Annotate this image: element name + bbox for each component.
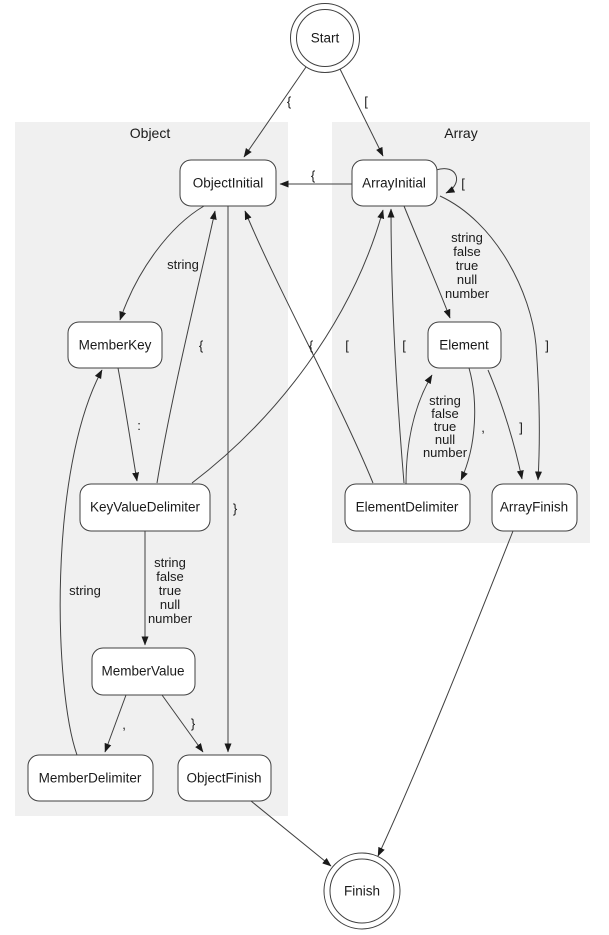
node-finish xyxy=(324,853,400,929)
elementdelimiter-label: ElementDelimiter xyxy=(355,499,459,515)
finish-label: Finish xyxy=(343,883,381,899)
label-memberdelimiter-memberkey: string xyxy=(69,583,101,598)
start-label: Start xyxy=(310,30,340,46)
svg-text:false: false xyxy=(431,406,459,421)
svg-text:true: true xyxy=(433,419,457,434)
object-cluster-label: Object xyxy=(129,125,171,141)
label-membervalue-objectfinish: } xyxy=(190,716,196,731)
array-cluster-label: Array xyxy=(444,125,478,141)
label-element-elementdelimiter: , xyxy=(481,420,485,435)
svg-text:false: false xyxy=(156,569,184,584)
label-arrayinitial-self-loop: [ xyxy=(461,176,465,191)
membervalue-label: MemberValue xyxy=(101,663,185,679)
svg-text:null: null xyxy=(434,432,456,447)
svg-text:number: number xyxy=(147,611,193,626)
svg-text:null: null xyxy=(159,597,181,612)
label-objectinitial-memberkey: string xyxy=(167,257,199,272)
objectinitial-label: ObjectInitial xyxy=(192,175,264,191)
node-elementdelimiter xyxy=(345,484,470,531)
memberdelimiter-label: MemberDelimiter xyxy=(38,770,142,786)
svg-text:string: string xyxy=(451,230,483,245)
node-memberkey xyxy=(68,322,162,368)
node-arrayfinish xyxy=(492,484,577,531)
node-objectinitial xyxy=(180,160,276,206)
label-element-arrayfinish: ] xyxy=(519,420,523,435)
label-arrayinitial-arrayfinish: ] xyxy=(545,338,549,353)
edge-objectfinish-finish xyxy=(251,801,331,866)
label-elementdelimiter-objectinitial: { xyxy=(308,338,314,353)
arrayinitial-label: ArrayInitial xyxy=(362,175,426,191)
node-arrayinitial xyxy=(352,160,437,206)
node-membervalue xyxy=(92,648,195,695)
memberkey-label: MemberKey xyxy=(78,337,152,353)
label-start-arrayinitial: [ xyxy=(364,94,368,109)
keyvaluedelimiter-label: KeyValueDelimiter xyxy=(89,499,201,515)
node-element xyxy=(428,322,501,368)
clusters xyxy=(15,122,590,816)
svg-text:string: string xyxy=(154,555,186,570)
svg-text:null: null xyxy=(456,272,478,287)
element-label: Element xyxy=(439,337,489,353)
svg-text:number: number xyxy=(444,286,490,301)
objectfinish-label: ObjectFinish xyxy=(186,770,262,786)
label-membervalue-memberdelimiter: , xyxy=(122,717,126,732)
label-arrayinitial-objectinitial: { xyxy=(310,168,316,183)
node-keyvaluedelimiter xyxy=(80,484,210,531)
node-start xyxy=(291,4,360,73)
label-objectinitial-objectfinish: } xyxy=(232,501,238,516)
label-keyvaluedelimiter-arrayinitial: [ xyxy=(345,338,349,353)
svg-text:true: true xyxy=(455,258,479,273)
label-memberkey-keyvaluedelimiter: : xyxy=(137,418,141,433)
label-start-objectinitial: { xyxy=(286,94,292,109)
label-keyvaluedelimiter-objectinitial: { xyxy=(198,338,204,353)
arrayfinish-label: ArrayFinish xyxy=(499,499,569,515)
node-memberdelimiter xyxy=(28,755,153,801)
node-objectfinish xyxy=(178,755,271,801)
object-cluster-box xyxy=(15,122,288,816)
svg-text:true: true xyxy=(158,583,182,598)
svg-text:number: number xyxy=(422,445,468,460)
svg-text:false: false xyxy=(453,244,481,259)
label-elementdelimiter-arrayinitial: [ xyxy=(402,338,406,353)
svg-text:string: string xyxy=(429,393,461,408)
edge-arrayfinish-finish xyxy=(378,531,513,856)
